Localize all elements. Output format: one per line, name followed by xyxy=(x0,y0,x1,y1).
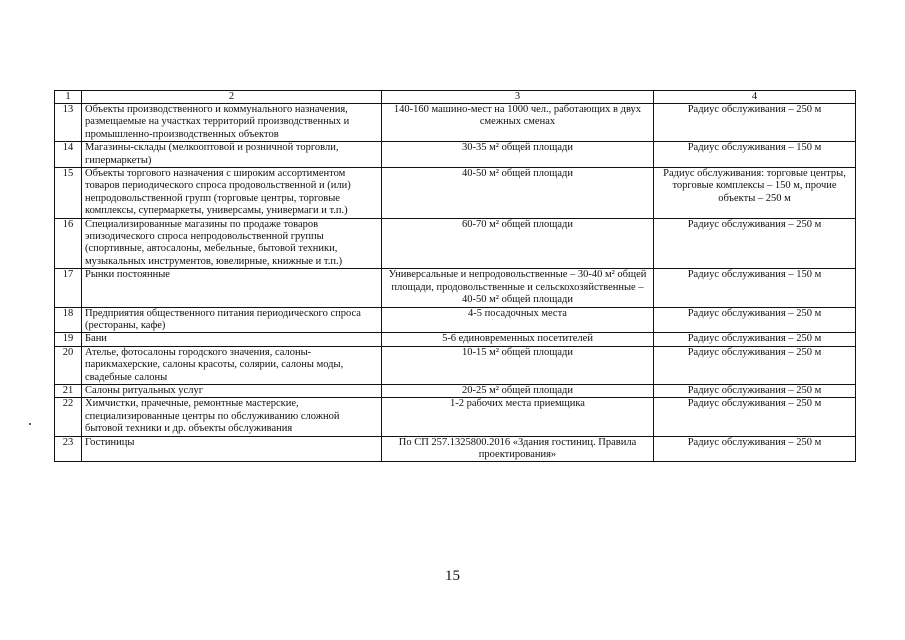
norms-table xyxy=(54,90,856,462)
norm-cell: 140-160 машино-мест на 1000 чел., работающих в двух смежных сменах xyxy=(382,104,654,142)
object-cell: Магазины-склады (мелкооптовой и розничной торговли, гипермаркеты) xyxy=(82,142,382,168)
norm-cell: 4-5 посадочных места xyxy=(382,307,654,333)
radius-cell: Радиус обслуживания – 250 м xyxy=(654,333,856,346)
object-cell: Рынки постоянные xyxy=(82,269,382,307)
object-cell: Специализированные магазины по продаже товаров эпизодического спроса непродовольственной группы (спортивные, автосалоны, мебельные, бытовой техники, музыкальных инструментов, ювелирные, книжные и т.п.) xyxy=(82,218,382,269)
norm-cell: Универсальные и непродовольственные – 30-40 м² общей площади, продовольственные и сельскохозяйственные – 40-50 м² общей площади xyxy=(382,269,654,307)
norm-cell: 30-35 м² общей площади xyxy=(382,142,654,168)
column-header-3: 3 xyxy=(382,91,654,104)
radius-cell: Радиус обслуживания – 250 м xyxy=(654,104,856,142)
radius-cell: Радиус обслуживания – 250 м xyxy=(654,307,856,333)
object-cell: Гостиницы xyxy=(82,436,382,462)
radius-cell: Радиус обслуживания – 250 м xyxy=(654,384,856,397)
column-header-1: 1 xyxy=(55,91,82,104)
norm-cell: 1-2 рабочих места приемщика xyxy=(382,398,654,436)
norm-cell: 20-25 м² общей площади xyxy=(382,384,654,397)
norm-cell: По СП 257.1325800.2016 «Здания гостиниц. Правила проектирования» xyxy=(382,436,654,462)
table-row xyxy=(55,168,856,219)
row-number: 14 xyxy=(55,142,82,168)
table-row xyxy=(55,333,856,346)
row-number: 17 xyxy=(55,269,82,307)
column-header-4: 4 xyxy=(654,91,856,104)
row-number: 22 xyxy=(55,398,82,436)
object-cell: Салоны ритуальных услуг xyxy=(82,384,382,397)
column-header-2: 2 xyxy=(82,91,382,104)
row-number: 13 xyxy=(55,104,82,142)
table-row xyxy=(55,346,856,384)
radius-cell: Радиус обслуживания: торговые центры, торговые комплексы – 150 м, прочие объекты – 250 м xyxy=(654,168,856,219)
norm-cell: 5-6 единовременных посетителей xyxy=(382,333,654,346)
table-row xyxy=(55,269,856,307)
page-number: 15 xyxy=(445,568,460,584)
row-number: 18 xyxy=(55,307,82,333)
radius-cell: Радиус обслуживания – 250 м xyxy=(654,398,856,436)
header-row xyxy=(55,91,856,104)
radius-cell: Радиус обслуживания – 250 м xyxy=(654,346,856,384)
radius-cell: Радиус обслуживания – 250 м xyxy=(654,218,856,269)
row-number: 19 xyxy=(55,333,82,346)
radius-cell: Радиус обслуживания – 250 м xyxy=(654,436,856,462)
row-number: 15 xyxy=(55,168,82,219)
table-row xyxy=(55,307,856,333)
table-row xyxy=(55,104,856,142)
object-cell: Объекты торгового назначения с широким ассортиментом товаров периодического спроса продовольственной и (или) непродовольственной групп (торговые центры, торговые комплексы, супермаркеты, универсамы, универмаги и т.п.) xyxy=(82,168,382,219)
radius-cell: Радиус обслуживания – 150 м xyxy=(654,269,856,307)
radius-cell: Радиус обслуживания – 150 м xyxy=(654,142,856,168)
table-row xyxy=(55,436,856,462)
row-number: 20 xyxy=(55,346,82,384)
table-row xyxy=(55,142,856,168)
table-row xyxy=(55,398,856,436)
object-cell: Ателье, фотосалоны городского значения, салоны-парикмахерские, салоны красоты, солярии, салоны моды, свадебные салоны xyxy=(82,346,382,384)
scan-dot xyxy=(29,423,31,425)
table-row xyxy=(55,218,856,269)
norm-cell: 40-50 м² общей площади xyxy=(382,168,654,219)
object-cell: Химчистки, прачечные, ремонтные мастерские, специализированные центры по обслуживанию сложной бытовой техники и др. объекты обслуживания xyxy=(82,398,382,436)
row-number: 16 xyxy=(55,218,82,269)
norm-cell: 10-15 м² общей площади xyxy=(382,346,654,384)
object-cell: Объекты производственного и коммунального назначения, размещаемые на участках территорий производственных и промышленно-производственных объектов xyxy=(82,104,382,142)
norm-cell: 60-70 м² общей площади xyxy=(382,218,654,269)
object-cell: Предприятия общественного питания периодического спроса (рестораны, кафе) xyxy=(82,307,382,333)
row-number: 23 xyxy=(55,436,82,462)
table-row xyxy=(55,384,856,397)
object-cell: Бани xyxy=(82,333,382,346)
row-number: 21 xyxy=(55,384,82,397)
